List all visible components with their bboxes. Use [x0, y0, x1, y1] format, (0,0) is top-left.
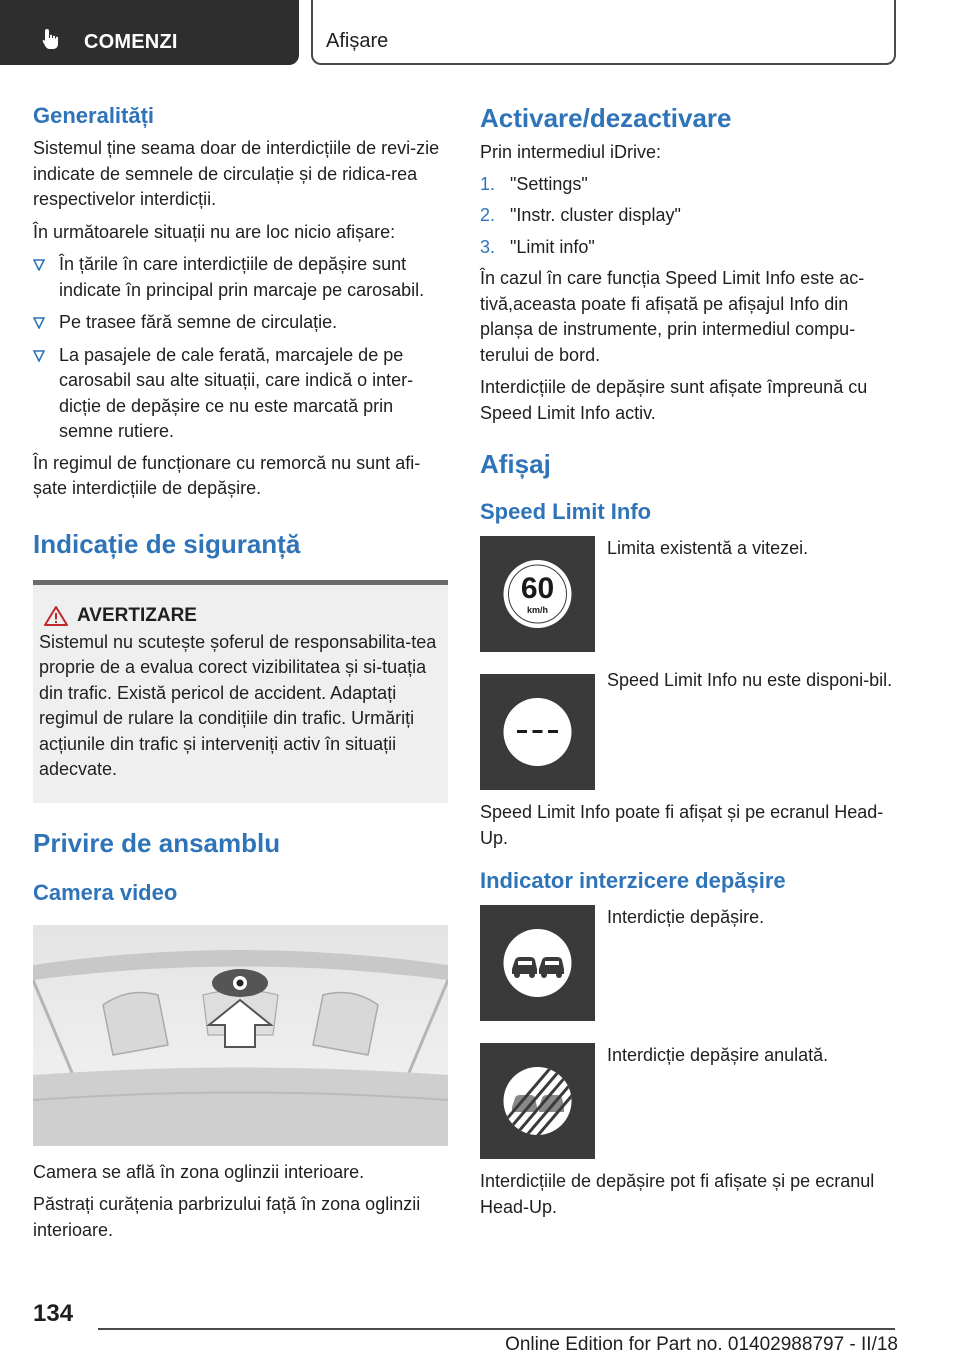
- step-number: 3.: [480, 236, 496, 257]
- triangle-bullet-icon: [33, 350, 45, 362]
- activation-intro: Prin intermediul iDrive:: [480, 142, 662, 162]
- step-text: "Limit info": [510, 236, 595, 257]
- activation-paragraph-2: Interdicțiile de depășire sunt afișate împreună cu Speed Limit Info activ.: [480, 377, 868, 423]
- safety-heading: Indicație de siguranță: [33, 528, 301, 559]
- camera-paragraph-1: Camera se află în zona oglinzii interioare.: [33, 1161, 365, 1182]
- sign-row-speed-limit: [480, 536, 895, 654]
- warning-triangle-icon: [43, 605, 69, 627]
- footer-divider: [98, 1328, 895, 1330]
- activation-heading: Activare/dezactivare: [480, 103, 732, 133]
- no-overtaking-sign-icon: [480, 905, 595, 1021]
- activation-steps: [480, 172, 895, 261]
- overtake-paragraph: Interdicțiile de depășire pot fi afișate și pe ecranul Head-Up.: [480, 1171, 875, 1217]
- situations-list: [33, 252, 448, 445]
- general-paragraph-3: În regimul de funcționare cu remorcă nu sunt afi‐șate interdicțiile de depășire.: [33, 452, 421, 498]
- step-text: "Instr. cluster display": [510, 205, 681, 225]
- sign-row-unavailable: [480, 670, 895, 792]
- warning-title: [39, 605, 442, 627]
- sign4-description: Interdicție depășire anulată.: [607, 1045, 829, 1065]
- sign3-description: Interdicție depășire.: [607, 907, 765, 927]
- list-item: [33, 252, 448, 303]
- display-heading: Afișaj: [480, 449, 551, 479]
- overview-heading: Privire de ansamblu: [33, 827, 281, 858]
- sli-paragraph: Speed Limit Info poate fi afișat și pe ecranul Head-Up.: [480, 802, 884, 848]
- sign1-description: Limita existentă a vitezei.: [607, 538, 809, 558]
- chapter-tab-label: COMENZI: [84, 31, 178, 53]
- list-item-text: În țările în care interdicțiile de depășire sunt indicate în principal prin marcaje pe carosabil.: [59, 254, 425, 300]
- list-item: [33, 310, 448, 336]
- triangle-bullet-icon: [33, 317, 45, 329]
- list-item-text: La pasajele de cale ferată, marcajele de pe carosabil sau alte situații, care indică o inter‐dicție de depășire ce nu este marcată prin semne rutiere.: [59, 344, 414, 441]
- activation-paragraph-1: În cazul în care funcția Speed Limit Info este ac‐tivă,aceasta poate fi afișată pe afișajul Info din planșa de instrumente, prin intermediul compu‐terului de bord.: [480, 268, 865, 365]
- warning-text: Sistemul nu scutește șoferul de responsabilita‐tea proprie de a evalua corect vizibilitatea și si‐tuația din trafic. Există pericol de accident. Adaptați regimul de rulare la condițiile din trafic. Urmăriți acțiunile din trafic și interveniți activ în situații adecvate.: [39, 631, 437, 779]
- list-item: [480, 172, 895, 198]
- chapter-tab[interactable]: [0, 0, 299, 65]
- general-heading: Generalități: [33, 103, 155, 128]
- section-title: Afișare: [326, 30, 389, 52]
- list-item: [33, 343, 448, 445]
- triangle-bullet-icon: [33, 259, 45, 271]
- list-item-text: Pe trasee fără semne de circulație.: [59, 312, 338, 332]
- camera-heading: Camera video: [33, 879, 178, 905]
- speed-unit: km/h: [526, 605, 549, 615]
- step-number: 2.: [480, 205, 496, 225]
- speed-limit-sign-icon: [480, 536, 595, 652]
- step-number: 1.: [480, 173, 496, 194]
- speed-value: 60: [520, 572, 555, 605]
- warning-box: [33, 580, 448, 803]
- general-paragraph-1: Sistemul ține seama doar de interdicțiile de revi‐zie indicate de semnele de circulație și de ridica‐rea respectivelor interdicții.: [33, 138, 440, 209]
- sign-row-no-overtaking: [480, 905, 895, 1023]
- list-item: [480, 235, 895, 261]
- list-item: [480, 203, 895, 229]
- sign-row-no-overtaking-end: [480, 1043, 895, 1161]
- page-number: 134: [33, 1300, 74, 1327]
- edition-text: Online Edition for Part no. 01402988797 - II/18: [505, 1334, 898, 1355]
- sli-heading: Speed Limit Info: [480, 499, 652, 524]
- overtake-heading: Indicator interzicere depășire: [480, 868, 786, 893]
- right-column: [480, 100, 895, 1220]
- sign2-description: Speed Limit Info nu este disponi‐bil.: [607, 670, 893, 690]
- camera-paragraph-2: Păstrați curățenia parbrizului față în zona oglinzii interioare.: [33, 1194, 421, 1240]
- general-paragraph-2: În următoarele situații nu are loc nicio afișare:: [33, 221, 396, 242]
- step-text: "Settings": [510, 173, 588, 194]
- warning-title-text: AVERTIZARE: [77, 604, 197, 626]
- left-column: [33, 100, 448, 1243]
- section-header: [311, 0, 896, 65]
- end-no-overtaking-sign-icon: [480, 1043, 595, 1159]
- hand-pointer-icon: [42, 28, 62, 50]
- speed-limit-unavailable-icon: [480, 674, 595, 790]
- camera-location-image: [33, 925, 448, 1146]
